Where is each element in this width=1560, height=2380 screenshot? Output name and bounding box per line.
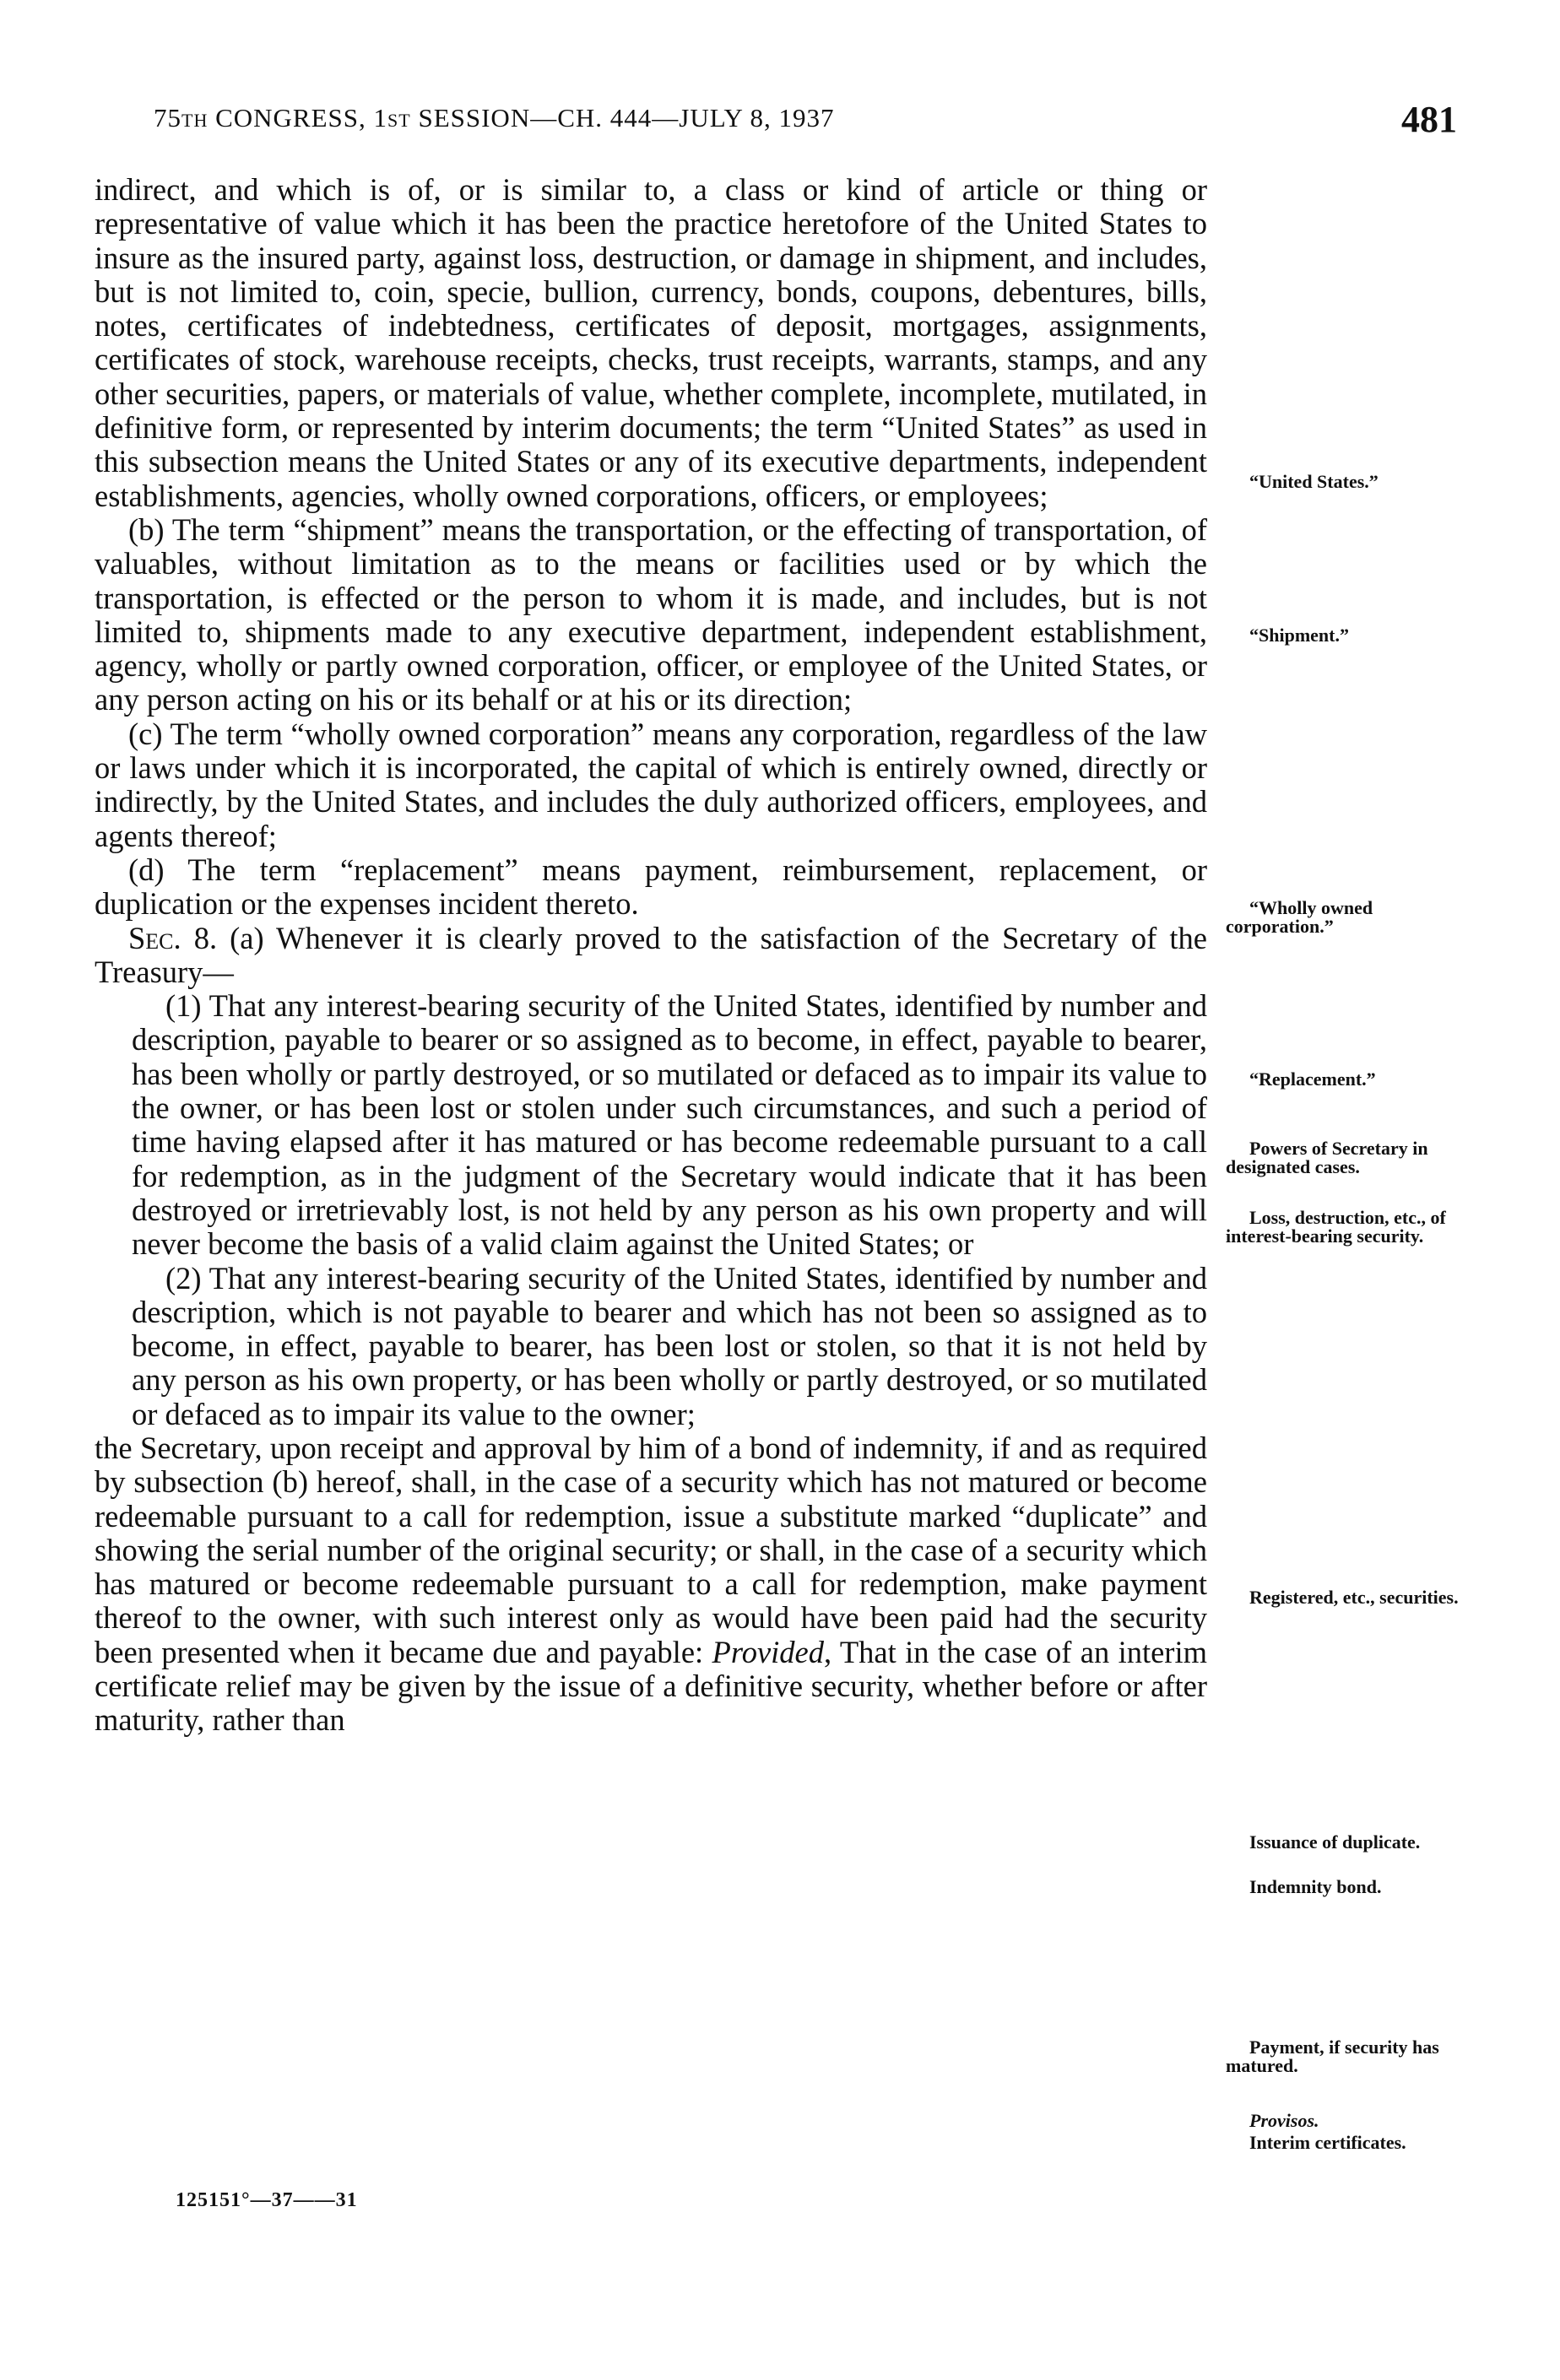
item-2-text: (2) That any interest-bearing security of the United States, identified by number and description, which is not payable to bearer and which has not been so assigned as to become, in effect, payable to bearer, has been lost or stolen, so that it is not held by any person as his own property, or has been wholly or partly destroyed, or so mutilated or defaced as to impair its value to the owner; [132, 1260, 1207, 1431]
running-title-session: SESSION—CH. 444—JULY 8, 1937 [410, 103, 835, 133]
running-title-congress: CONGRESS, 1 [208, 103, 388, 133]
margin-note-issuance: Issuance of duplicate. [1249, 1831, 1421, 1853]
margin-note-united-states: “United States.” [1249, 471, 1379, 492]
running-head [0, 99, 1560, 145]
margin-note-payment: Payment, if security has matured. [1226, 2037, 1439, 2076]
margin-note-provisos: Provisos. [1249, 2110, 1319, 2131]
margin-note-shipment: “Shipment.” [1249, 625, 1349, 646]
page-number: 481 [1401, 99, 1457, 140]
paragraph-b-shipment: (b) The term “shipment” means the transportation, or the effecting of transportation, of valuables, without limitation as to the means or facilities used or by which the transportation, is effected or the person to whom it is made, and includes, but is not limited to, shipments made to any executive department, independent establishment, agency, wholly or partly owned corporation, officer, or employee of the United States, or any person acting on his or its behalf or at his or its direction; [95, 511, 1207, 717]
paragraph-d-replacement: (d) The term “replacement” means payment, reimbursement, replacement, or duplication or the expenses incident thereto. [95, 852, 1207, 922]
ordinal-suffix: ST [387, 110, 411, 131]
margin-note-indemnity: Indemnity bond. [1249, 1876, 1382, 1897]
section-8-intro [95, 922, 1207, 990]
closing-paragraph [95, 1431, 1207, 1738]
margin-note-replacement: “Replacement.” [1249, 1068, 1376, 1090]
margin-note-wholly-owned: “Wholly owned corporation.” [1226, 897, 1373, 937]
margin-note-loss: Loss, destruction, etc., of interest-bearing security. [1226, 1207, 1446, 1247]
item-1-text: (1) That any interest-bearing security of the United States, identified by number and description, payable to bearer or so assigned as to become, in effect, payable to bearer, has been wholly or partly destroyed, or so mutilated or defaced as to impair its value to the owner, or has been lost or stolen under such circumstances, and such a period of time having elapsed after it has matured or has become redeemable pursuant to a call for redemption, as in the judgment of the Secretary would indicate that it has been destroyed or irretrievably lost, is not held by any person as his own property and will never become the basis of a valid claim against the United States; or [132, 988, 1207, 1262]
body-text [95, 173, 1207, 1738]
proviso-word: Provided [712, 1634, 824, 1669]
closing-text-continued: , That in the case of an interim certificate relief may be given by the issue of a definitive security, whether before or after maturity, rather than [95, 1634, 1207, 1738]
paragraph-definitions-continued: indirect, and which is of, or is similar to, a class or kind of article or thing or representative of value which it has been the practice heretofore of the United States to insure as the insured party, against loss, destruction, or damage in shipment, and includes, but is not limited to, coin, specie, bullion, currency, bonds, coupons, debentures, bills, notes, certificates of indebtedness, certificates of deposit, mortgages, assignments, certificates of stock, warehouse receipts, checks, trust receipts, warrants, stamps, and any other securities, papers, or materials of value, whether complete, incomplete, mutilated, in definitive form, or represented by interim documents; the term “United States” as used in this subsection means the United States or any of its executive departments, independent establishments, agencies, wholly owned corporations, officers, or employees; [95, 172, 1207, 513]
section-8-text: . 8. (a) Whenever it is clearly proved to the satisfaction of the Secretary of the Treasury— [95, 920, 1207, 989]
running-title [154, 103, 835, 133]
section-label: Sec [128, 920, 174, 955]
item-2 [95, 1262, 1207, 1431]
print-code: 125151°—37——31 [176, 2189, 358, 2211]
congress-number: 75 [154, 103, 181, 133]
margin-note-registered: Registered, etc., securities. [1249, 1587, 1459, 1608]
margin-note-powers: Powers of Secretary in designated cases. [1226, 1138, 1428, 1177]
item-1 [95, 989, 1207, 1261]
ordinal-suffix: TH [181, 110, 209, 131]
paragraph-c-wholly-owned: (c) The term “wholly owned corporation” means any corporation, regardless of the law or laws under which it is incorporated, the capital of which is entirely owned, directly or indirectly, by the United States, and includes the duly authorized officers, employees, and agents thereof; [95, 716, 1207, 853]
closing-text: the Secretary, upon receipt and approval by him of a bond of indemnity, if and as required by subsection (b) hereof, shall, in the case of a security which has not matured or become redeemable pursuant to a call for redemption, issue a substitute marked “duplicate” and showing the serial number of the original security; or shall, in the case of a security which has matured or become redeemable pursuant to a call for redemption, make payment thereof to the owner, with such interest only as would have been paid had the security been presented when it became due and payable: [95, 1430, 1207, 1669]
margin-note-interim: Interim certificates. [1249, 2132, 1406, 2153]
